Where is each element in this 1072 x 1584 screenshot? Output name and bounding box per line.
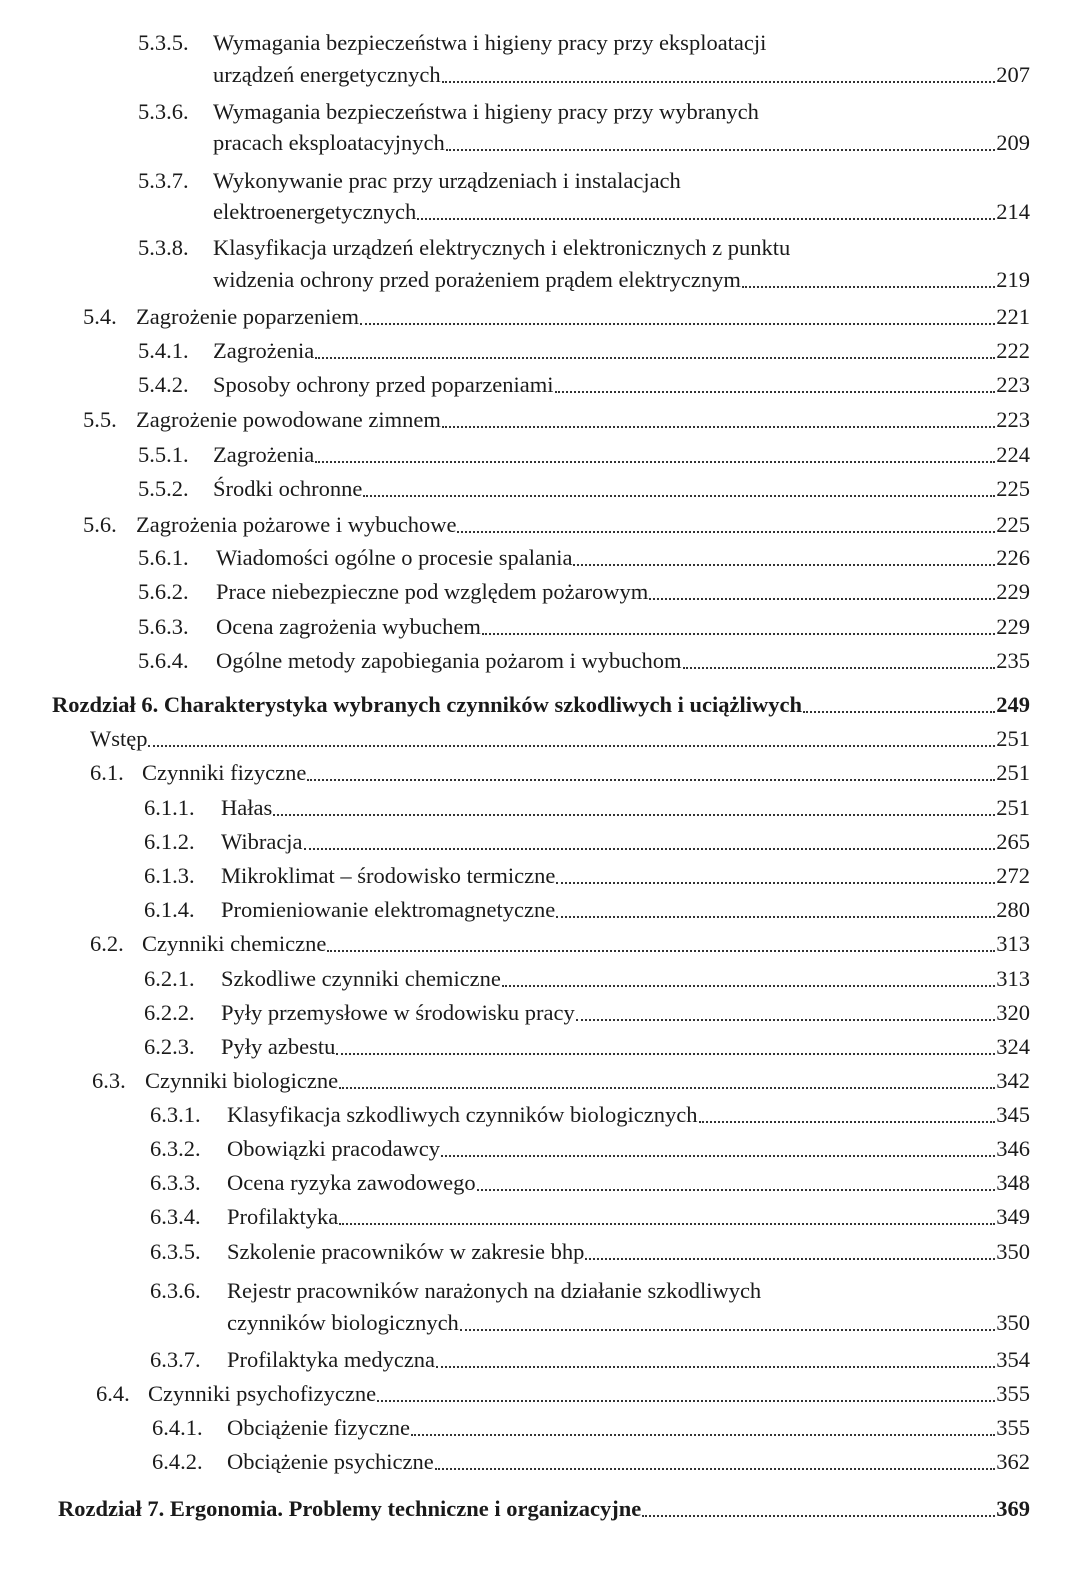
dot-leader bbox=[327, 950, 995, 952]
toc-page-number: 280 bbox=[996, 897, 1030, 922]
toc-entry[interactable] bbox=[83, 302, 1030, 332]
toc-entry[interactable] bbox=[150, 1168, 1030, 1198]
toc-entry[interactable] bbox=[138, 370, 1030, 400]
toc-entry-title: Obowiązki pracodawcy bbox=[227, 1136, 441, 1161]
toc-entry-title: Prace niebezpieczne pod względem pożarowym bbox=[216, 579, 649, 604]
toc-entry[interactable] bbox=[144, 998, 1030, 1028]
toc-entry-title: Wykonywanie prac przy urządzeniach i instalacjach bbox=[213, 168, 681, 193]
toc-entry[interactable] bbox=[152, 1447, 1030, 1477]
toc-entry-number: 6.2. bbox=[90, 931, 124, 956]
toc-entry-title: Wiadomości ogólne o procesie spalania bbox=[216, 545, 573, 570]
dot-leader bbox=[556, 916, 995, 918]
toc-page-number: 251 bbox=[996, 760, 1030, 785]
dot-leader bbox=[502, 985, 995, 987]
toc-page-number: 251 bbox=[996, 726, 1030, 751]
toc-entry[interactable] bbox=[138, 646, 1030, 676]
toc-entry-title: Obciążenie psychiczne bbox=[227, 1449, 434, 1474]
toc-page-number: 221 bbox=[996, 304, 1030, 329]
dot-leader bbox=[803, 711, 995, 713]
toc-page-number: 223 bbox=[996, 407, 1030, 432]
dot-leader bbox=[649, 598, 995, 600]
toc-entry-title: Zagrożenia bbox=[213, 338, 315, 363]
toc-entry-title: Obciążenie fizyczne bbox=[227, 1415, 410, 1440]
toc-page-number: 354 bbox=[996, 1347, 1030, 1372]
dot-leader bbox=[742, 286, 995, 288]
dot-leader bbox=[436, 1366, 995, 1368]
dot-leader bbox=[315, 357, 995, 359]
toc-entry-number: 5.5. bbox=[83, 407, 117, 432]
toc-entry-number: 6.3.2. bbox=[150, 1136, 201, 1161]
dot-leader bbox=[363, 495, 995, 497]
toc-entry[interactable] bbox=[52, 690, 1030, 720]
toc-entry-title: Profilaktyka bbox=[227, 1204, 339, 1229]
toc-entry-title: Wymagania bezpieczeństwa i higieny pracy przy wybranych bbox=[213, 99, 759, 124]
toc-entry-number: 6.3. bbox=[92, 1068, 126, 1093]
toc-page-number: 350 bbox=[996, 1310, 1030, 1335]
toc-page-number: 345 bbox=[996, 1102, 1030, 1127]
toc-entry-title: pracach eksploatacyjnych bbox=[213, 130, 445, 155]
toc-entry-title: Ocena zagrożenia wybuchem bbox=[216, 614, 481, 639]
toc-entry-line bbox=[138, 233, 790, 263]
toc-entry-number: 5.3.8. bbox=[138, 235, 189, 260]
toc-entry-title: Mikroklimat – środowisko termiczne bbox=[221, 863, 556, 888]
toc-entry-number: 5.4.2. bbox=[138, 372, 189, 397]
toc-page-number: 229 bbox=[996, 614, 1030, 639]
toc-entry-title: Rejestr pracowników narażonych na działanie szkodliwych bbox=[227, 1278, 762, 1303]
toc-entry[interactable] bbox=[138, 577, 1030, 607]
toc-page-number: 223 bbox=[996, 372, 1030, 397]
dot-leader bbox=[585, 1258, 995, 1260]
toc-entry[interactable] bbox=[144, 827, 1030, 857]
toc-entry[interactable] bbox=[213, 265, 1030, 295]
dot-leader bbox=[411, 1434, 995, 1436]
toc-entry-number: 5.3.5. bbox=[138, 30, 189, 55]
toc-entry-title: Zagrożenie powodowane zimnem bbox=[136, 407, 441, 432]
toc-entry-number: 6.4.2. bbox=[152, 1449, 203, 1474]
toc-entry[interactable] bbox=[96, 1379, 1030, 1409]
toc-entry-number: 6.1.3. bbox=[144, 863, 195, 888]
toc-page-number: 222 bbox=[996, 338, 1030, 363]
toc-entry-number: 5.4.1. bbox=[138, 338, 189, 363]
toc-entry-title: czynników biologicznych bbox=[227, 1310, 459, 1335]
dot-leader bbox=[482, 633, 995, 635]
toc-entry-number: 6.2.3. bbox=[144, 1034, 195, 1059]
toc-entry-title: Szkodliwe czynniki chemiczne bbox=[221, 966, 501, 991]
dot-leader bbox=[441, 1155, 995, 1157]
toc-entry-number: 6.1.1. bbox=[144, 795, 195, 820]
dot-leader bbox=[377, 1400, 995, 1402]
dot-leader bbox=[457, 531, 995, 533]
toc-page-number: 214 bbox=[996, 199, 1030, 224]
toc-page-number: 249 bbox=[996, 692, 1030, 717]
dot-leader bbox=[148, 745, 995, 747]
toc-entry-number: 6.4.1. bbox=[152, 1415, 203, 1440]
toc-entry-title: Wstęp bbox=[90, 726, 148, 751]
toc-entry-number: 6.3.6. bbox=[150, 1278, 201, 1303]
toc-entry[interactable] bbox=[90, 724, 1030, 754]
toc-entry-number: 6.3.3. bbox=[150, 1170, 201, 1195]
toc-entry-title: widzenia ochrony przed porażeniem prądem elektrycznym bbox=[213, 267, 741, 292]
toc-page-number: 219 bbox=[996, 267, 1030, 292]
dot-leader bbox=[642, 1515, 995, 1517]
dot-leader bbox=[339, 1087, 995, 1089]
toc-entry[interactable] bbox=[227, 1308, 1030, 1338]
dot-leader bbox=[339, 1223, 995, 1225]
dot-leader bbox=[417, 218, 995, 220]
toc-entry-title: Pyły azbestu bbox=[221, 1034, 336, 1059]
toc-entry-number: 5.5.1. bbox=[138, 442, 189, 467]
toc-entry-number: 6.1.2. bbox=[144, 829, 195, 854]
toc-entry[interactable] bbox=[83, 510, 1030, 540]
dot-leader bbox=[555, 391, 996, 393]
toc-entry[interactable] bbox=[138, 474, 1030, 504]
toc-entry-number: 6.3.5. bbox=[150, 1239, 201, 1264]
toc-entry-title: Ocena ryzyka zawodowego bbox=[227, 1170, 476, 1195]
dot-leader bbox=[446, 149, 995, 151]
toc-entry[interactable] bbox=[213, 60, 1030, 90]
dot-leader bbox=[336, 1053, 995, 1055]
toc-entry[interactable] bbox=[144, 861, 1030, 891]
toc-page-number: 224 bbox=[996, 442, 1030, 467]
toc-entry[interactable] bbox=[150, 1345, 1030, 1375]
toc-entry[interactable] bbox=[144, 964, 1030, 994]
toc-entry[interactable] bbox=[150, 1100, 1030, 1130]
toc-entry-title: urządzeń energetycznych bbox=[213, 62, 441, 87]
toc-page-number: 313 bbox=[996, 931, 1030, 956]
toc-page-number: 313 bbox=[996, 966, 1030, 991]
toc-entry-title: Wibracja bbox=[221, 829, 303, 854]
toc-entry-title: Zagrożenia pożarowe i wybuchowe bbox=[136, 512, 457, 537]
toc-entry[interactable] bbox=[90, 758, 1030, 788]
toc-entry-title: Rozdział 6. Charakterystyka wybranych czynników szkodliwych i uciążliwych bbox=[52, 692, 803, 717]
toc-page-number: 225 bbox=[996, 512, 1030, 537]
toc-entry-number: 5.5.2. bbox=[138, 476, 189, 501]
toc-entry-number: 6.2.2. bbox=[144, 1000, 195, 1025]
toc-page-number: 346 bbox=[996, 1136, 1030, 1161]
dot-leader bbox=[360, 323, 995, 325]
toc-entry-title: Pyły przemysłowe w środowisku pracy bbox=[221, 1000, 575, 1025]
toc-entry[interactable] bbox=[92, 1066, 1030, 1096]
toc-entry-number: 5.3.7. bbox=[138, 168, 189, 193]
toc-page-number: 225 bbox=[996, 476, 1030, 501]
toc-entry[interactable] bbox=[213, 197, 1030, 227]
dot-leader bbox=[460, 1329, 995, 1331]
toc-page-number: 355 bbox=[996, 1381, 1030, 1406]
toc-page-number: 348 bbox=[996, 1170, 1030, 1195]
toc-entry-number: 5.6.1. bbox=[138, 545, 189, 570]
toc-entry-number: 6.3.1. bbox=[150, 1102, 201, 1127]
dot-leader bbox=[477, 1189, 996, 1191]
toc-entry-line bbox=[150, 1276, 761, 1306]
toc-entry-number: 5.3.6. bbox=[138, 99, 189, 124]
toc-entry-number: 5.6.3. bbox=[138, 614, 189, 639]
toc-entry-number: 5.6.2. bbox=[138, 579, 189, 604]
toc-entry-number: 6.2.1. bbox=[144, 966, 195, 991]
toc-entry[interactable] bbox=[150, 1202, 1030, 1232]
toc-entry-title: Czynniki chemiczne bbox=[142, 931, 327, 956]
toc-entry-title: Rozdział 7. Ergonomia. Problemy techniczne i organizacyjne bbox=[58, 1496, 642, 1521]
toc-entry-title: Środki ochronne bbox=[213, 476, 363, 501]
toc-entry-title: Profilaktyka medyczna bbox=[227, 1347, 436, 1372]
toc-page-number: 251 bbox=[996, 795, 1030, 820]
toc-entry-title: Sposoby ochrony przed poparzeniami bbox=[213, 372, 554, 397]
toc-entry-number: 6.1. bbox=[90, 760, 124, 785]
toc-entry[interactable] bbox=[144, 793, 1030, 823]
toc-page-number: 272 bbox=[996, 863, 1030, 888]
toc-page-number: 349 bbox=[996, 1204, 1030, 1229]
toc-entry[interactable] bbox=[213, 128, 1030, 158]
dot-leader bbox=[315, 461, 995, 463]
toc-page-number: 209 bbox=[996, 130, 1030, 155]
toc-page-number: 226 bbox=[996, 545, 1030, 570]
toc-entry-number: 5.6. bbox=[83, 512, 117, 537]
toc-page-number: 362 bbox=[996, 1449, 1030, 1474]
toc-entry[interactable] bbox=[138, 612, 1030, 642]
toc-page-number: 229 bbox=[996, 579, 1030, 604]
toc-entry-title: Czynniki biologiczne bbox=[145, 1068, 339, 1093]
toc-page-number: 369 bbox=[996, 1496, 1030, 1521]
toc-entry-title: Czynniki psychofizyczne bbox=[148, 1381, 377, 1406]
toc-entry-number: 6.3.7. bbox=[150, 1347, 201, 1372]
toc-entry-title: Zagrożenie poparzeniem bbox=[136, 304, 360, 329]
toc-page-number: 350 bbox=[996, 1239, 1030, 1264]
toc-entry[interactable] bbox=[144, 895, 1030, 925]
dot-leader bbox=[556, 882, 995, 884]
toc-entry-number: 5.6.4. bbox=[138, 648, 189, 673]
dot-leader bbox=[435, 1468, 995, 1470]
toc-entry-number: 6.4. bbox=[96, 1381, 130, 1406]
toc-entry[interactable] bbox=[152, 1413, 1030, 1443]
dot-leader bbox=[576, 1019, 996, 1021]
toc-entry-line bbox=[138, 166, 681, 196]
toc-page-number: 324 bbox=[996, 1034, 1030, 1059]
dot-leader bbox=[307, 779, 995, 781]
toc-entry-title: elektroenergetycznych bbox=[213, 199, 417, 224]
toc-entry[interactable] bbox=[138, 336, 1030, 366]
toc-entry[interactable] bbox=[83, 405, 1030, 435]
toc-entry-line bbox=[138, 97, 759, 127]
toc-entry[interactable] bbox=[138, 440, 1030, 470]
toc-entry[interactable] bbox=[150, 1237, 1030, 1267]
toc-entry-number: 6.1.4. bbox=[144, 897, 195, 922]
toc-entry-number: 6.3.4. bbox=[150, 1204, 201, 1229]
toc-page-number: 207 bbox=[996, 62, 1030, 87]
toc-entry-title: Wymagania bezpieczeństwa i higieny pracy przy eksploatacji bbox=[213, 30, 767, 55]
dot-leader bbox=[699, 1121, 996, 1123]
toc-entry-line bbox=[138, 28, 766, 58]
toc-entry-title: Klasyfikacja urządzeń elektrycznych i elektronicznych z punktu bbox=[213, 235, 791, 260]
toc-entry-title: Zagrożenia bbox=[213, 442, 315, 467]
toc-page-number: 235 bbox=[996, 648, 1030, 673]
toc-entry-title: Klasyfikacja szkodliwych czynników biologicznych bbox=[227, 1102, 698, 1127]
dot-leader bbox=[683, 667, 996, 669]
toc-entry[interactable] bbox=[144, 1032, 1030, 1062]
toc-entry-title: Czynniki fizyczne bbox=[142, 760, 307, 785]
dot-leader bbox=[442, 426, 995, 428]
dot-leader bbox=[442, 81, 996, 83]
toc-entry-title: Hałas bbox=[221, 795, 273, 820]
dot-leader bbox=[573, 564, 995, 566]
toc-entry-title: Ogólne metody zapobiegania pożarom i wybuchom bbox=[216, 648, 682, 673]
dot-leader bbox=[304, 848, 996, 850]
toc-page-number: 355 bbox=[996, 1415, 1030, 1440]
toc-entry[interactable] bbox=[58, 1494, 1030, 1524]
toc-entry-number: 5.4. bbox=[83, 304, 117, 329]
dot-leader bbox=[273, 814, 995, 816]
toc-entry-title: Promieniowanie elektromagnetyczne bbox=[221, 897, 556, 922]
toc-page-number: 342 bbox=[996, 1068, 1030, 1093]
toc-entry[interactable] bbox=[138, 543, 1030, 573]
toc-entry[interactable] bbox=[150, 1134, 1030, 1164]
toc-page-number: 320 bbox=[996, 1000, 1030, 1025]
toc-page-number: 265 bbox=[996, 829, 1030, 854]
toc-entry-title: Szkolenie pracowników w zakresie bhp bbox=[227, 1239, 585, 1264]
toc-entry[interactable] bbox=[90, 929, 1030, 959]
